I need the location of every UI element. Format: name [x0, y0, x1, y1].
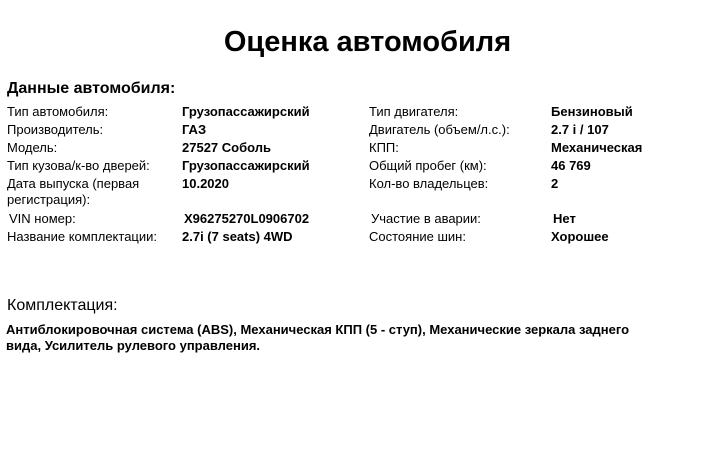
spec-label: Тип автомобиля: — [7, 104, 109, 119]
spec-value: 2.7 i / 107 — [551, 122, 609, 137]
spec-label: Общий пробег (км): — [369, 158, 487, 173]
spec-label: КПП: — [369, 140, 399, 155]
spec-label: Модель: — [7, 140, 58, 155]
spec-label: Состояние шин: — [369, 229, 466, 244]
spec-label: Тип двигателя: — [369, 104, 459, 119]
spec-value: X96275270L0906702 — [184, 211, 310, 226]
spec-row-release-date — [0, 176, 706, 211]
spec-value: 46 769 — [551, 158, 591, 173]
spec-label: Кол-во владельцев: — [369, 176, 489, 191]
spec-value: Бензиновый — [551, 104, 633, 119]
page-title: Оценка автомобиля — [223, 26, 512, 58]
spec-value: Нет — [553, 211, 576, 226]
spec-row-trim-name — [0, 229, 706, 247]
spec-value: 10.2020 — [182, 176, 229, 191]
spec-row-vin — [0, 211, 706, 229]
spec-label: Название комплектации: — [7, 229, 158, 244]
equipment-list: Антиблокировочная система (ABS), Механическая КПП (5 - ступ), Механические зеркала заднего вида, Усилитель рулевого управления. — [6, 322, 630, 353]
spec-value: ГАЗ — [182, 122, 207, 137]
spec-row-manufacturer — [0, 122, 706, 140]
spec-row-body-type — [0, 158, 706, 176]
spec-label: Тип кузова/к-во дверей: — [7, 158, 150, 173]
spec-row-model — [0, 140, 706, 158]
spec-label: Дата выпуска (первая регистрация): — [7, 176, 140, 207]
spec-value: 2.7i (7 seats) 4WD — [182, 229, 293, 244]
equipment-heading: Комплектация: — [7, 297, 118, 314]
car-data-heading: Данные автомобиля: — [7, 80, 176, 97]
spec-value: 27527 Соболь — [182, 140, 271, 155]
car-specs-table — [0, 104, 706, 247]
spec-value: Грузопассажирский — [182, 104, 310, 119]
spec-label: Двигатель (объем/л.с.): — [369, 122, 510, 137]
spec-value: 2 — [551, 176, 559, 191]
spec-label: Участие в аварии: — [371, 211, 481, 226]
spec-value: Грузопассажирский — [182, 158, 310, 173]
spec-label: Производитель: — [7, 122, 104, 137]
spec-label: VIN номер: — [9, 211, 76, 226]
spec-value: Механическая — [551, 140, 643, 155]
spec-value: Хорошее — [551, 229, 609, 244]
spec-row-vehicle-type — [0, 104, 706, 122]
